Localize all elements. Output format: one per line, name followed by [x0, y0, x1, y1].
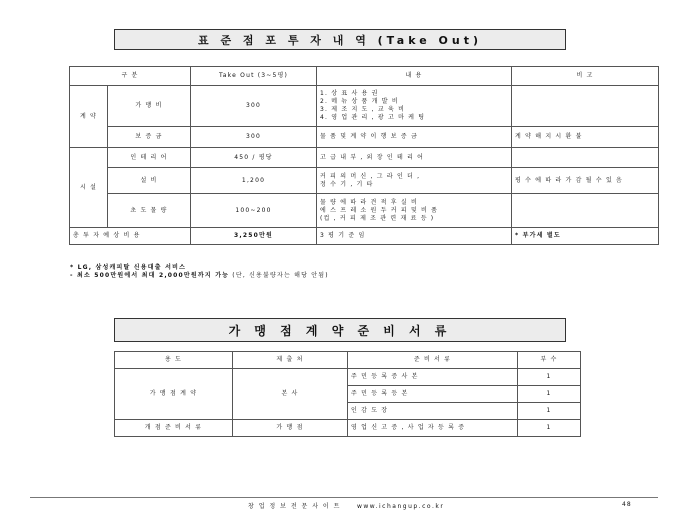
item-amount: 1,200 [191, 168, 317, 194]
table-header-row [115, 352, 581, 369]
documents-table [114, 351, 581, 437]
item-amount: 100~200 [191, 194, 317, 228]
doc-cell: 영 업 신 고 증 , 사 업 자 등 록 증 [348, 420, 518, 437]
header-count: 부 수 [518, 352, 581, 369]
page-number: 48 [622, 501, 632, 508]
count-cell: 1 [518, 420, 581, 437]
count-cell: 1 [518, 369, 581, 386]
table-row [115, 369, 581, 386]
total-row [70, 228, 659, 245]
item-content [317, 168, 512, 194]
item-amount: 300 [191, 127, 317, 148]
total-amount: 3,250만원 [191, 228, 317, 245]
investment-table [69, 66, 659, 245]
item-label: 설 비 [108, 168, 191, 194]
doc-cell: 주 민 등 록 등 본 [348, 386, 518, 403]
table-row [70, 127, 659, 148]
table-row [70, 148, 659, 168]
purpose-cell: 가 맹 점 계 약 [115, 369, 233, 420]
item-label: 인 테 리 어 [108, 148, 191, 168]
content-line: 1. 상 표 사 용 권 [320, 90, 379, 97]
footer [248, 501, 444, 510]
doc-cell: 주 민 등 록 증 사 본 [348, 369, 518, 386]
content-line: 물 량 에 따 라 견 적 후 실 비 [320, 198, 418, 206]
header-purpose: 용 도 [115, 352, 233, 369]
content-line: 4. 영 업 관 리 , 광 고 마 케 팅 [320, 114, 426, 121]
content-line: 정 수 기 , 기 타 [320, 180, 374, 188]
footer-url[interactable]: www.ichangup.co.kr [356, 503, 445, 510]
submit-cell: 가 맹 점 [233, 420, 348, 437]
item-label: 보 증 금 [108, 127, 191, 148]
content-line: 에 스 프 레 소 원 두 커 피 및 비 품 [320, 206, 439, 214]
content-line: 2. 메 뉴 상 품 개 발 비 [320, 98, 399, 105]
loan-note: * LG, 삼성캐피탈 신용대출 서비스 [70, 264, 187, 271]
item-note: 평 수 에 따 라 가 감 될 수 있 음 [512, 168, 659, 194]
loan-detail-bold: - 최소 500만원에서 최대 2,000만원까지 가능 [70, 272, 230, 279]
group-label-contract: 계 약 [70, 86, 108, 148]
item-amount: 300 [191, 86, 317, 127]
item-note [512, 148, 659, 168]
footer-site: 창 업 정 보 전 문 사 이 트 [248, 503, 341, 510]
item-content [317, 194, 512, 228]
footer-divider [30, 497, 658, 498]
loan-detail [70, 270, 329, 279]
total-content: 3 평 기 준 임 [317, 228, 512, 245]
purpose-cell: 개 점 준 비 서 류 [115, 420, 233, 437]
count-cell: 1 [518, 403, 581, 420]
item-label: 가 맹 비 [108, 86, 191, 127]
table-header-row [70, 67, 659, 86]
count-cell: 1 [518, 386, 581, 403]
item-content: 고 급 내 부 , 외 장 인 테 리 어 [317, 148, 512, 168]
table-row [70, 194, 659, 228]
documents-title: 가 맹 점 계 약 준 비 서 류 [114, 318, 566, 342]
content-line: 커 피 의 머 신 , 그 라 인 더 , [320, 172, 421, 180]
table-row [70, 168, 659, 194]
group-label-facility: 시 설 [70, 148, 108, 228]
header-remark: 비 고 [512, 67, 659, 86]
item-note [512, 194, 659, 228]
item-label: 초 도 물 량 [108, 194, 191, 228]
content-line: 3. 제 조 지 도 , 교 육 비 [320, 106, 406, 113]
total-note: * 부가세 별도 [512, 228, 659, 245]
item-amount: 450 / 평당 [191, 148, 317, 168]
item-content: 물 품 및 계 약 이 행 보 증 금 [317, 127, 512, 148]
item-note: 계 약 해 지 시 환 불 [512, 127, 659, 148]
total-label: 총 투 자 예 상 비 용 [70, 228, 191, 245]
header-submit: 제 출 처 [233, 352, 348, 369]
item-content [317, 86, 512, 127]
header-takeout: Take Out (3~5평) [191, 67, 317, 86]
loan-detail-rest: (단, 신용불량자는 해당 안됨) [232, 272, 329, 279]
header-category: 구 분 [70, 67, 191, 86]
submit-cell: 본 사 [233, 369, 348, 420]
content-line: (컵 , 커 피 제 조 관 련 재 료 등 ) [320, 214, 435, 222]
item-note [512, 86, 659, 127]
table-row [70, 86, 659, 127]
doc-cell: 인 감 도 장 [348, 403, 518, 420]
table-row [115, 420, 581, 437]
header-content: 내 용 [317, 67, 512, 86]
investment-title: 표 준 점 포 투 자 내 역 (Take Out) [114, 29, 566, 50]
header-docs: 준 비 서 류 [348, 352, 518, 369]
